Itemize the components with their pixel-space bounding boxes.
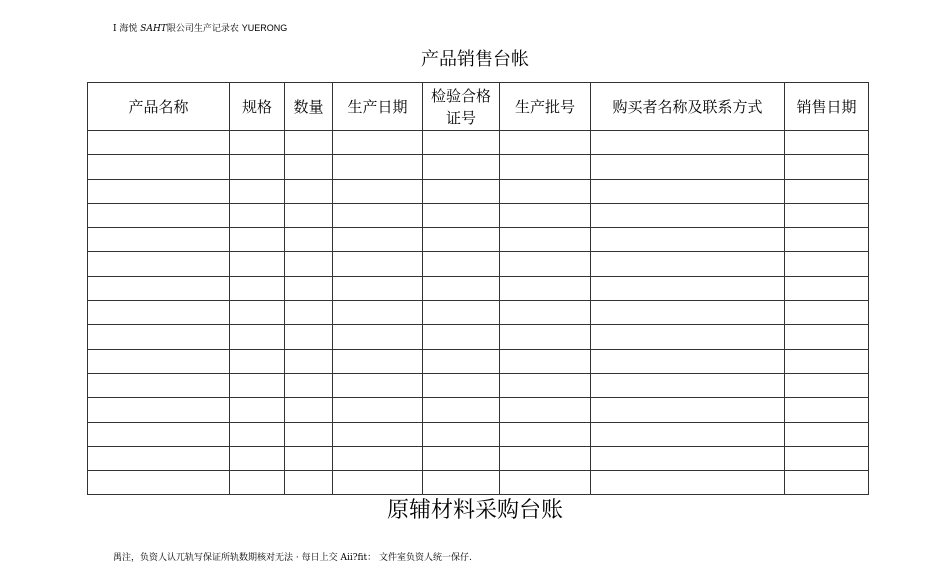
table-cell[interactable] [500,179,591,203]
table-cell[interactable] [285,373,333,397]
table-cell[interactable] [285,179,333,203]
table-row [88,276,869,300]
table-row [88,422,869,446]
section-title-purchase-ledger: 原辅材料采购台账 [386,498,563,523]
table-cell[interactable] [88,398,230,422]
table-cell[interactable] [423,228,500,252]
table-cell[interactable] [500,422,591,446]
column-header-batch-no: 生产批号 [500,83,591,131]
table-cell[interactable] [500,276,591,300]
table-cell[interactable] [88,301,230,325]
table-cell[interactable] [423,203,500,227]
table-cell[interactable] [285,203,333,227]
table-cell[interactable] [88,179,230,203]
table-cell[interactable] [591,471,785,495]
table-cell[interactable] [500,471,591,495]
table-cell[interactable] [285,252,333,276]
table-cell[interactable] [500,373,591,397]
table-cell[interactable] [591,446,785,470]
table-cell[interactable] [423,252,500,276]
table-cell[interactable] [285,471,333,495]
table-row [88,155,869,179]
table-cell[interactable] [285,398,333,422]
table-cell[interactable] [785,179,869,203]
table-cell[interactable] [500,155,591,179]
table-cell[interactable] [591,422,785,446]
table-cell[interactable] [500,203,591,227]
header-prefix: I 海悦 [113,24,141,34]
table-cell[interactable] [591,131,785,155]
table-cell[interactable] [591,179,785,203]
table-cell[interactable] [423,301,500,325]
table-cell[interactable] [423,349,500,373]
table-row [88,373,869,397]
table-cell[interactable] [285,228,333,252]
table-row [88,252,869,276]
table-cell[interactable] [230,203,285,227]
table-cell[interactable] [423,446,500,470]
table-header-row [88,83,869,131]
table-cell[interactable] [285,131,333,155]
table-cell[interactable] [423,471,500,495]
table-row [88,471,869,495]
table-row [88,446,869,470]
table-cell[interactable] [591,398,785,422]
document-header [113,22,287,35]
table-cell[interactable] [230,422,285,446]
table-cell[interactable] [500,228,591,252]
table-cell[interactable] [423,131,500,155]
table-cell[interactable] [500,349,591,373]
table-cell[interactable] [500,252,591,276]
table-cell[interactable] [230,252,285,276]
table-cell[interactable] [500,301,591,325]
table-cell[interactable] [591,228,785,252]
table-cell[interactable] [230,155,285,179]
column-header-buyer-contact: 购买者名称及联系方式 [591,83,785,131]
table-cell[interactable] [591,203,785,227]
table-cell[interactable] [591,349,785,373]
header-code: YUERONG [241,23,288,33]
table-cell[interactable] [785,471,869,495]
table-cell[interactable] [423,276,500,300]
table-cell[interactable] [230,398,285,422]
table-cell[interactable] [333,276,423,300]
table-cell[interactable] [785,203,869,227]
table-cell[interactable] [285,301,333,325]
table-cell[interactable] [285,422,333,446]
table-cell[interactable] [591,155,785,179]
table-cell[interactable] [285,349,333,373]
table-cell[interactable] [88,325,230,349]
table-row [88,301,869,325]
table-cell[interactable] [230,471,285,495]
column-header-spec: 规格 [230,83,285,131]
table-row [88,131,869,155]
column-header-product-name: 产品名称 [88,83,230,131]
table-row [88,325,869,349]
table-cell[interactable] [230,228,285,252]
table-cell[interactable] [785,252,869,276]
table-cell[interactable] [88,155,230,179]
table-cell[interactable] [591,373,785,397]
table-cell[interactable] [591,252,785,276]
header-company: 限公司生产记录农 [166,24,239,34]
table-cell[interactable] [333,179,423,203]
table-cell[interactable] [333,252,423,276]
table-cell[interactable] [230,276,285,300]
table-cell[interactable] [88,471,230,495]
table-cell[interactable] [88,276,230,300]
table-cell[interactable] [333,228,423,252]
table-cell[interactable] [500,446,591,470]
table-cell[interactable] [285,446,333,470]
table-cell[interactable] [423,422,500,446]
table-cell[interactable] [333,203,423,227]
table-cell[interactable] [423,373,500,397]
table-cell[interactable] [285,155,333,179]
table-row [88,398,869,422]
sales-ledger-table [87,82,869,495]
table-cell[interactable] [230,179,285,203]
table-cell[interactable] [333,301,423,325]
table-cell[interactable] [500,325,591,349]
table-cell[interactable] [285,325,333,349]
table-cell[interactable] [423,155,500,179]
table-cell[interactable] [333,446,423,470]
page-title: 产品销售台帐 [421,49,529,70]
table-cell[interactable] [785,155,869,179]
table-cell[interactable] [88,373,230,397]
table-cell[interactable] [423,325,500,349]
table-cell[interactable] [88,422,230,446]
table-cell[interactable] [423,179,500,203]
table-cell[interactable] [230,446,285,470]
table-cell[interactable] [230,349,285,373]
table-row [88,203,869,227]
table-cell[interactable] [230,325,285,349]
table-cell[interactable] [285,276,333,300]
column-header-quantity: 数量 [285,83,333,131]
table-row [88,349,869,373]
table-cell[interactable] [333,155,423,179]
table-cell[interactable] [88,203,230,227]
column-header-certificate-no: 检验合格证号 [423,83,500,131]
table-cell[interactable] [88,131,230,155]
table-cell[interactable] [88,252,230,276]
table-cell[interactable] [785,325,869,349]
table-cell[interactable] [333,131,423,155]
table-cell[interactable] [785,131,869,155]
table-cell[interactable] [500,131,591,155]
footnote: 禺注，负资人认兀轨写保证所轨数期核对无法 · 每日上交 Aii?fit： 文件室负资人统一保仔. [113,553,472,563]
table-cell[interactable] [333,422,423,446]
table-cell[interactable] [785,422,869,446]
table-cell[interactable] [88,446,230,470]
table-cell[interactable] [785,276,869,300]
column-header-production-date: 生产日期 [333,83,423,131]
table-cell[interactable] [785,349,869,373]
table-cell[interactable] [785,301,869,325]
table-cell[interactable] [333,471,423,495]
table-cell[interactable] [785,228,869,252]
table-cell[interactable] [333,398,423,422]
table-cell[interactable] [785,373,869,397]
table-cell[interactable] [785,398,869,422]
table-cell[interactable] [591,325,785,349]
table-row [88,228,869,252]
table-cell[interactable] [230,373,285,397]
table-cell[interactable] [88,349,230,373]
table-cell[interactable] [500,398,591,422]
table-cell[interactable] [230,301,285,325]
header-brand: SAHT [140,24,167,34]
table-cell[interactable] [230,131,285,155]
table-cell[interactable] [591,276,785,300]
table-cell[interactable] [785,446,869,470]
table-cell[interactable] [333,325,423,349]
table-body [88,131,869,495]
table-row [88,179,869,203]
table-cell[interactable] [88,228,230,252]
table-cell[interactable] [591,301,785,325]
table-cell[interactable] [333,373,423,397]
table-cell[interactable] [333,349,423,373]
column-header-sale-date: 销售日期 [785,83,869,131]
table-cell[interactable] [423,398,500,422]
